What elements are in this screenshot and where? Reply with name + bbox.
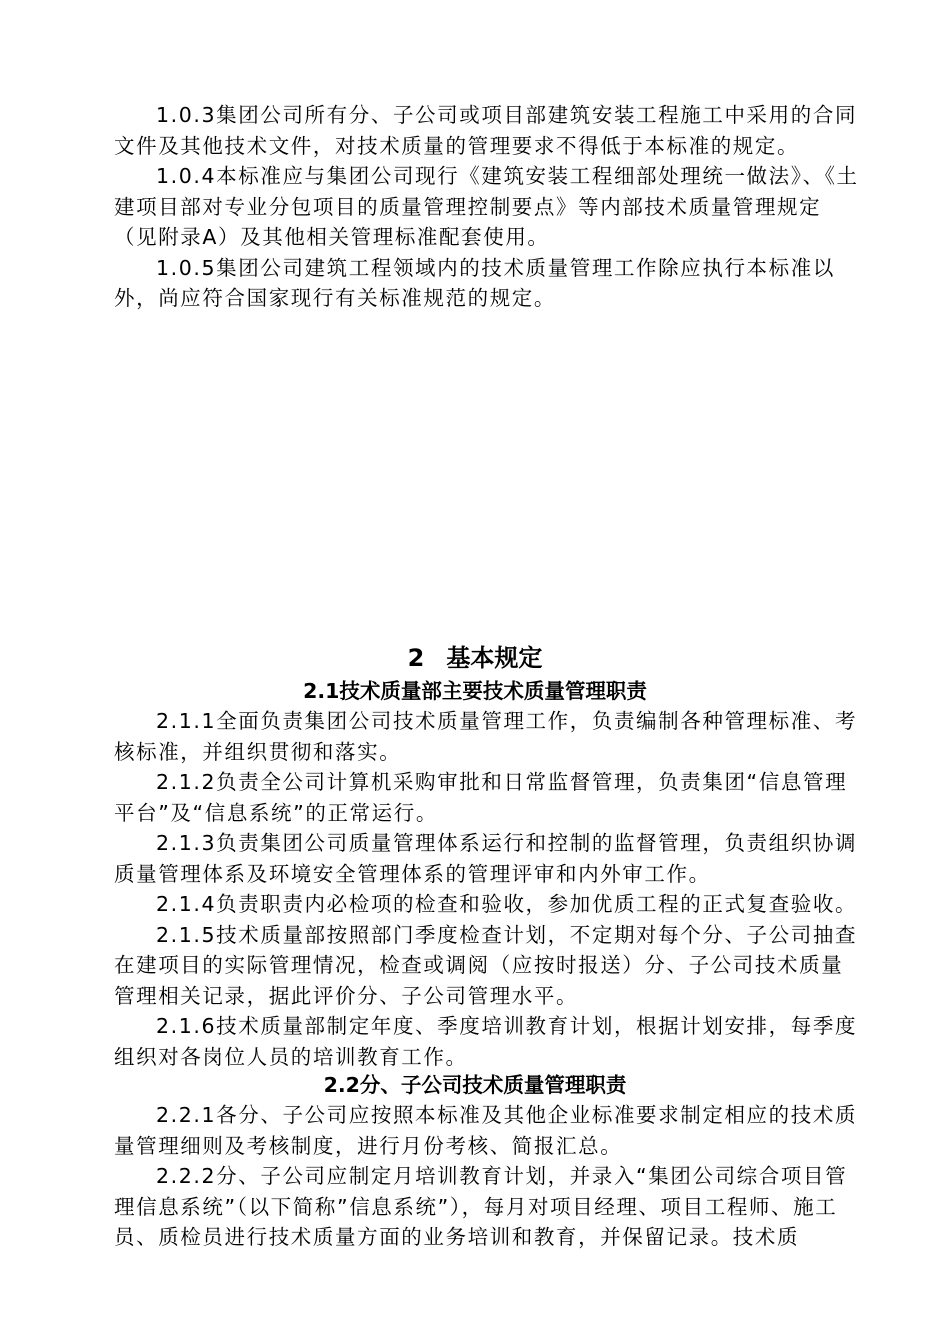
clause-2-2-2: 2.2.2分、子公司应制定月培训教育计划，并录入“集团公司综合项目管理信息系统”（以下简称”信息系统”），每月对项目经理、项目工程师、施工员、质检员进行技术质量方面的业务培训和教育，并保留记录。技术质 <box>114 1164 848 1249</box>
clause-2-1-2: 2.1.2负责全公司计算机采购审批和日常监督管理，负责集团“信息管理平台”及“信息系统”的正常运行。 <box>114 770 848 825</box>
section-2-2-title: 2.2分、子公司技术质量管理职责 <box>323 1073 627 1097</box>
clause-2-2-1: 2.2.1各分、子公司应按照本标准及其他企业标准要求制定相应的技术质量管理细则及考核制度，进行月份考核、简报汇总。 <box>114 1103 858 1158</box>
section-1-body <box>114 100 860 314</box>
section-2-1-title: 2.1技术质量部主要技术质量管理职责 <box>303 679 647 703</box>
clause-2-1-4: 2.1.4负责职责内必检项的检查和验收，参加优质工程的正式复查验收。 <box>156 892 858 916</box>
clause-2-1-1: 2.1.1全面负责集团公司技术质量管理工作，负责编制各种管理标准、考核标准，并组织贯彻和落实。 <box>114 709 858 764</box>
clause-2-1-6: 2.1.6技术质量部制定年度、季度培训教育计划，根据计划安排，每季度组织对各岗位人员的培训教育工作。 <box>114 1014 858 1069</box>
chapter-name: 基本规定 <box>446 644 543 672</box>
clause-1-0-3: 1.0.3集团公司所有分、子公司或项目部建筑安装工程施工中采用的合同文件及其他技术文件，对技术质量的管理要求不得低于本标准的规定。 <box>114 103 858 158</box>
section-2-2-body <box>114 1100 860 1253</box>
section-2-1-body <box>114 706 860 1072</box>
clause-2-1-5: 2.1.5技术质量部按照部门季度检查计划，不定期对每个分、子公司抽查在建项目的实际管理情况，检查或调阅（应按时报送）分、子公司技术质量管理相关记录，据此评价分、子公司管理水平。 <box>114 922 858 1008</box>
clause-2-1-3: 2.1.3负责集团公司质量管理体系运行和控制的监督管理，负责组织协调质量管理体系及环境安全管理体系的管理评审和内外审工作。 <box>114 831 858 886</box>
chapter-title <box>0 641 950 675</box>
clause-1-0-4: 1.0.4本标准应与集团公司现行《建筑安装工程细部处理统一做法》、《土建项目部对专业分包项目的质量管理控制要点》等内部技术质量管理规定（见附录A）及其他相关管理标准配套使用。 <box>114 164 859 249</box>
chapter-number: 2 <box>407 644 425 672</box>
clause-1-0-5: 1.0.5集团公司建筑工程领域内的技术质量管理工作除应执行本标准以外，尚应符合国家现行有关标准规范的规定。 <box>114 255 835 310</box>
